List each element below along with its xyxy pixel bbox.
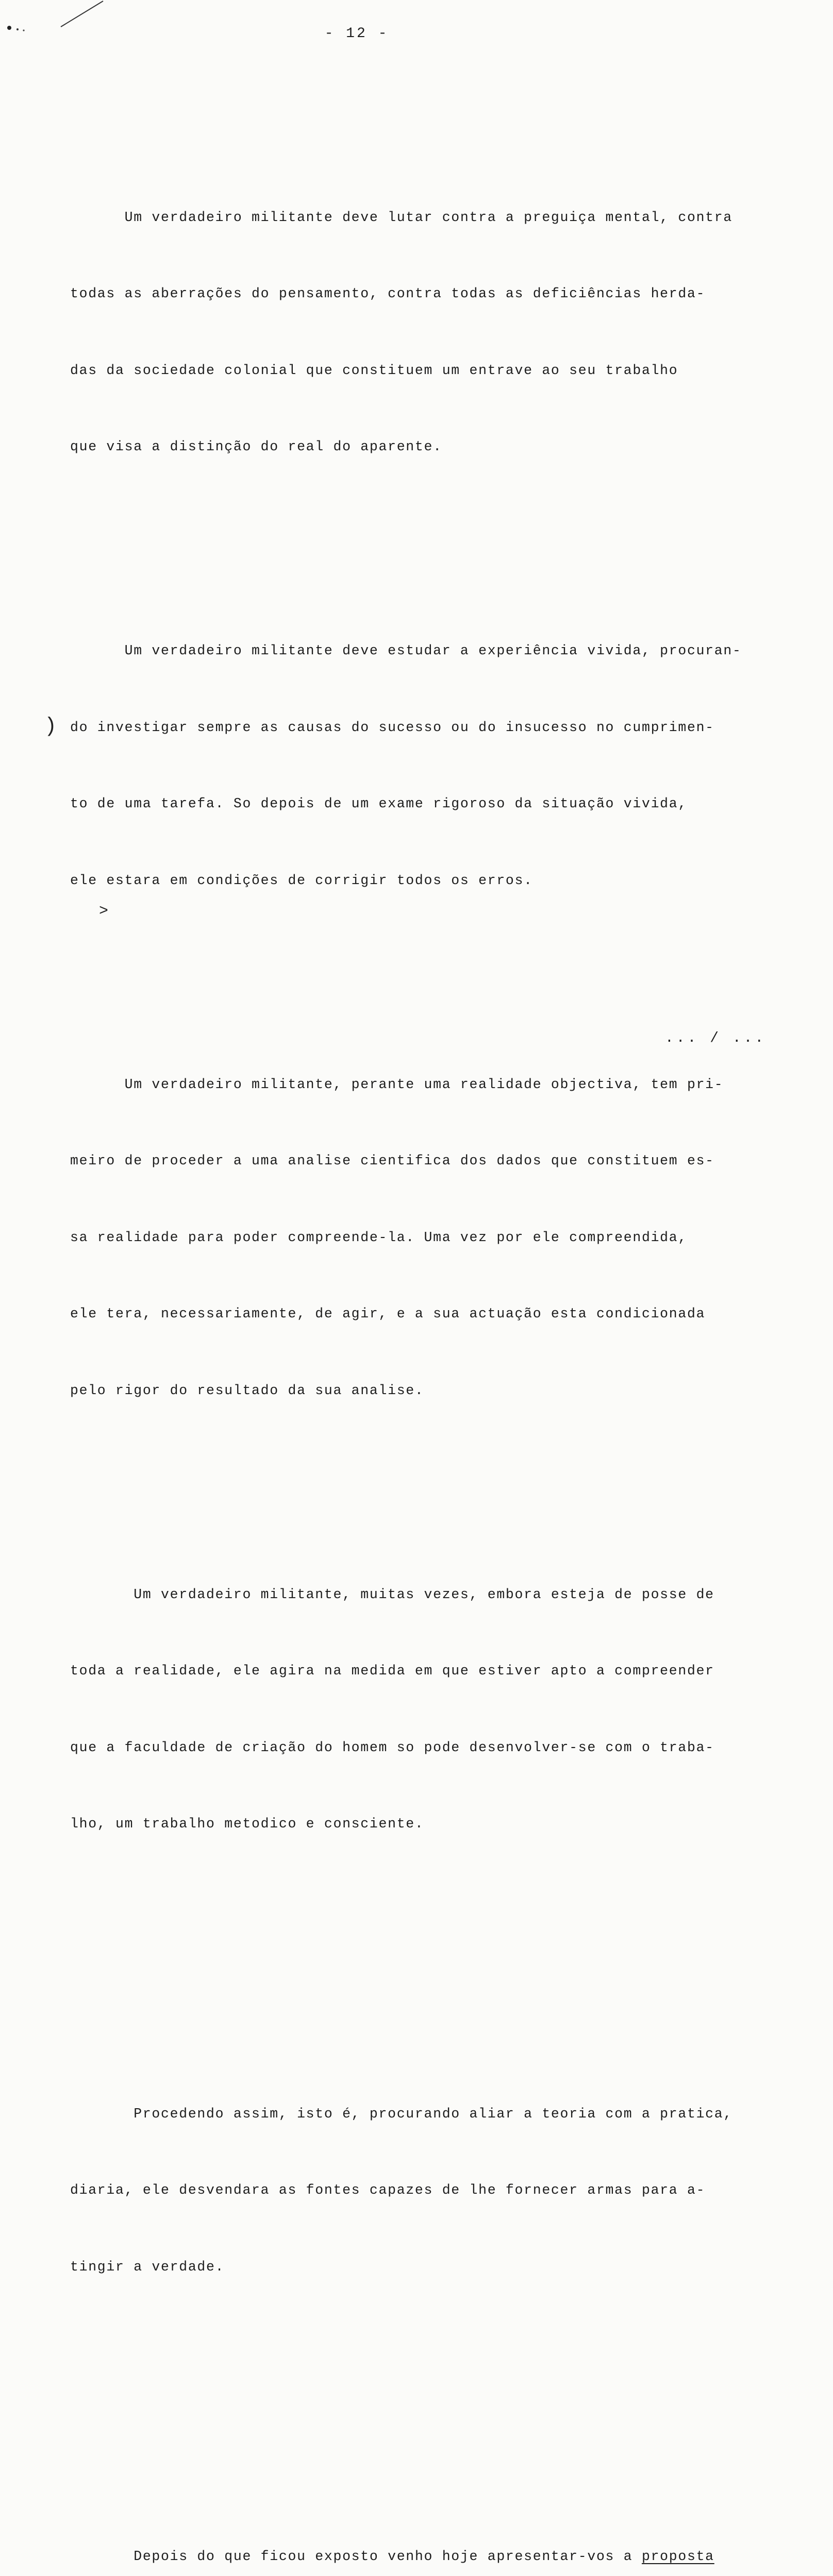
- text-line: pelo rigor do resultado da sua analise.: [70, 1382, 424, 1398]
- text-segment: Depois do que ficou exposto venho hoje apresentar-vos a: [70, 2549, 642, 2564]
- underlined-proposta: proposta: [641, 2549, 714, 2564]
- margin-arrow-mark: >: [99, 903, 109, 920]
- text-line: Um verdadeiro militante deve lutar contra a preguiça mental, contra: [70, 209, 732, 225]
- text-line: Procedendo assim, isto é, procurando aliar a teoria com a pratica,: [70, 2106, 732, 2122]
- text-line: tingir a verdade.: [70, 2259, 225, 2275]
- paragraph-2: [70, 587, 742, 944]
- text-line: sa realidade para poder compreende-la. Uma vez por ele compreendida,: [70, 1229, 687, 1245]
- text-line: toda a realidade, ele agira na medida em que estiver apto a compreender: [70, 1663, 714, 1679]
- text-line: Um verdadeiro militante, perante uma realidade objectiva, tem pri-: [70, 1076, 724, 1092]
- text-line: que a faculdade de criação do homem so pode desenvolver-se com o traba-: [70, 1739, 714, 1755]
- paragraph-1: [70, 154, 742, 511]
- margin-bracket-mark: ): [44, 715, 57, 738]
- letter-body: [70, 77, 742, 2576]
- continuation-marker: ... / ...: [665, 1030, 767, 1046]
- text-line: ele tera, necessariamente, de agir, e a sua actuação esta condicionada: [70, 1306, 706, 1321]
- text-line: to de uma tarefa. So depois de um exame rigoroso da situação vivida,: [70, 796, 687, 811]
- text-line: que visa a distinção do real do aparente.: [70, 439, 442, 454]
- text-line: todas as aberrações do pensamento, contra todas as deficiências herda-: [70, 286, 706, 301]
- text-line: meiro de proceder a uma analise cientifica dos dados que constituem es-: [70, 1153, 714, 1168]
- text-line: das da sociedade colonial que constituem um entrave ao seu trabalho: [70, 362, 678, 378]
- text-line: Um verdadeiro militante deve estudar a experiência vivida, procuran-: [70, 643, 742, 658]
- text-line: Um verdadeiro militante, muitas vezes, embora esteja de posse de: [70, 1586, 714, 1602]
- text-line: lho, um trabalho metodico e consciente.: [70, 1816, 424, 1832]
- text-line: do investigar sempre as causas do sucesso ou do insucesso no cumprimen-: [70, 719, 714, 735]
- text-line: [70, 2544, 742, 2570]
- paragraph-gap: [70, 1964, 742, 1974]
- paragraph-3: [70, 1021, 742, 1455]
- page-number: - 12 -: [324, 26, 389, 42]
- text-line: diaria, ele desvendara as fontes capazes de lhe fornecer armas para a-: [70, 2182, 706, 2198]
- paragraph-5: [70, 2050, 742, 2331]
- paragraph-6: [70, 2493, 742, 2576]
- paragraph-gap: [70, 2408, 742, 2417]
- paragraph-4: [70, 1531, 742, 1888]
- text-line: ele estara em condições de corrigir todos os erros.: [70, 872, 533, 888]
